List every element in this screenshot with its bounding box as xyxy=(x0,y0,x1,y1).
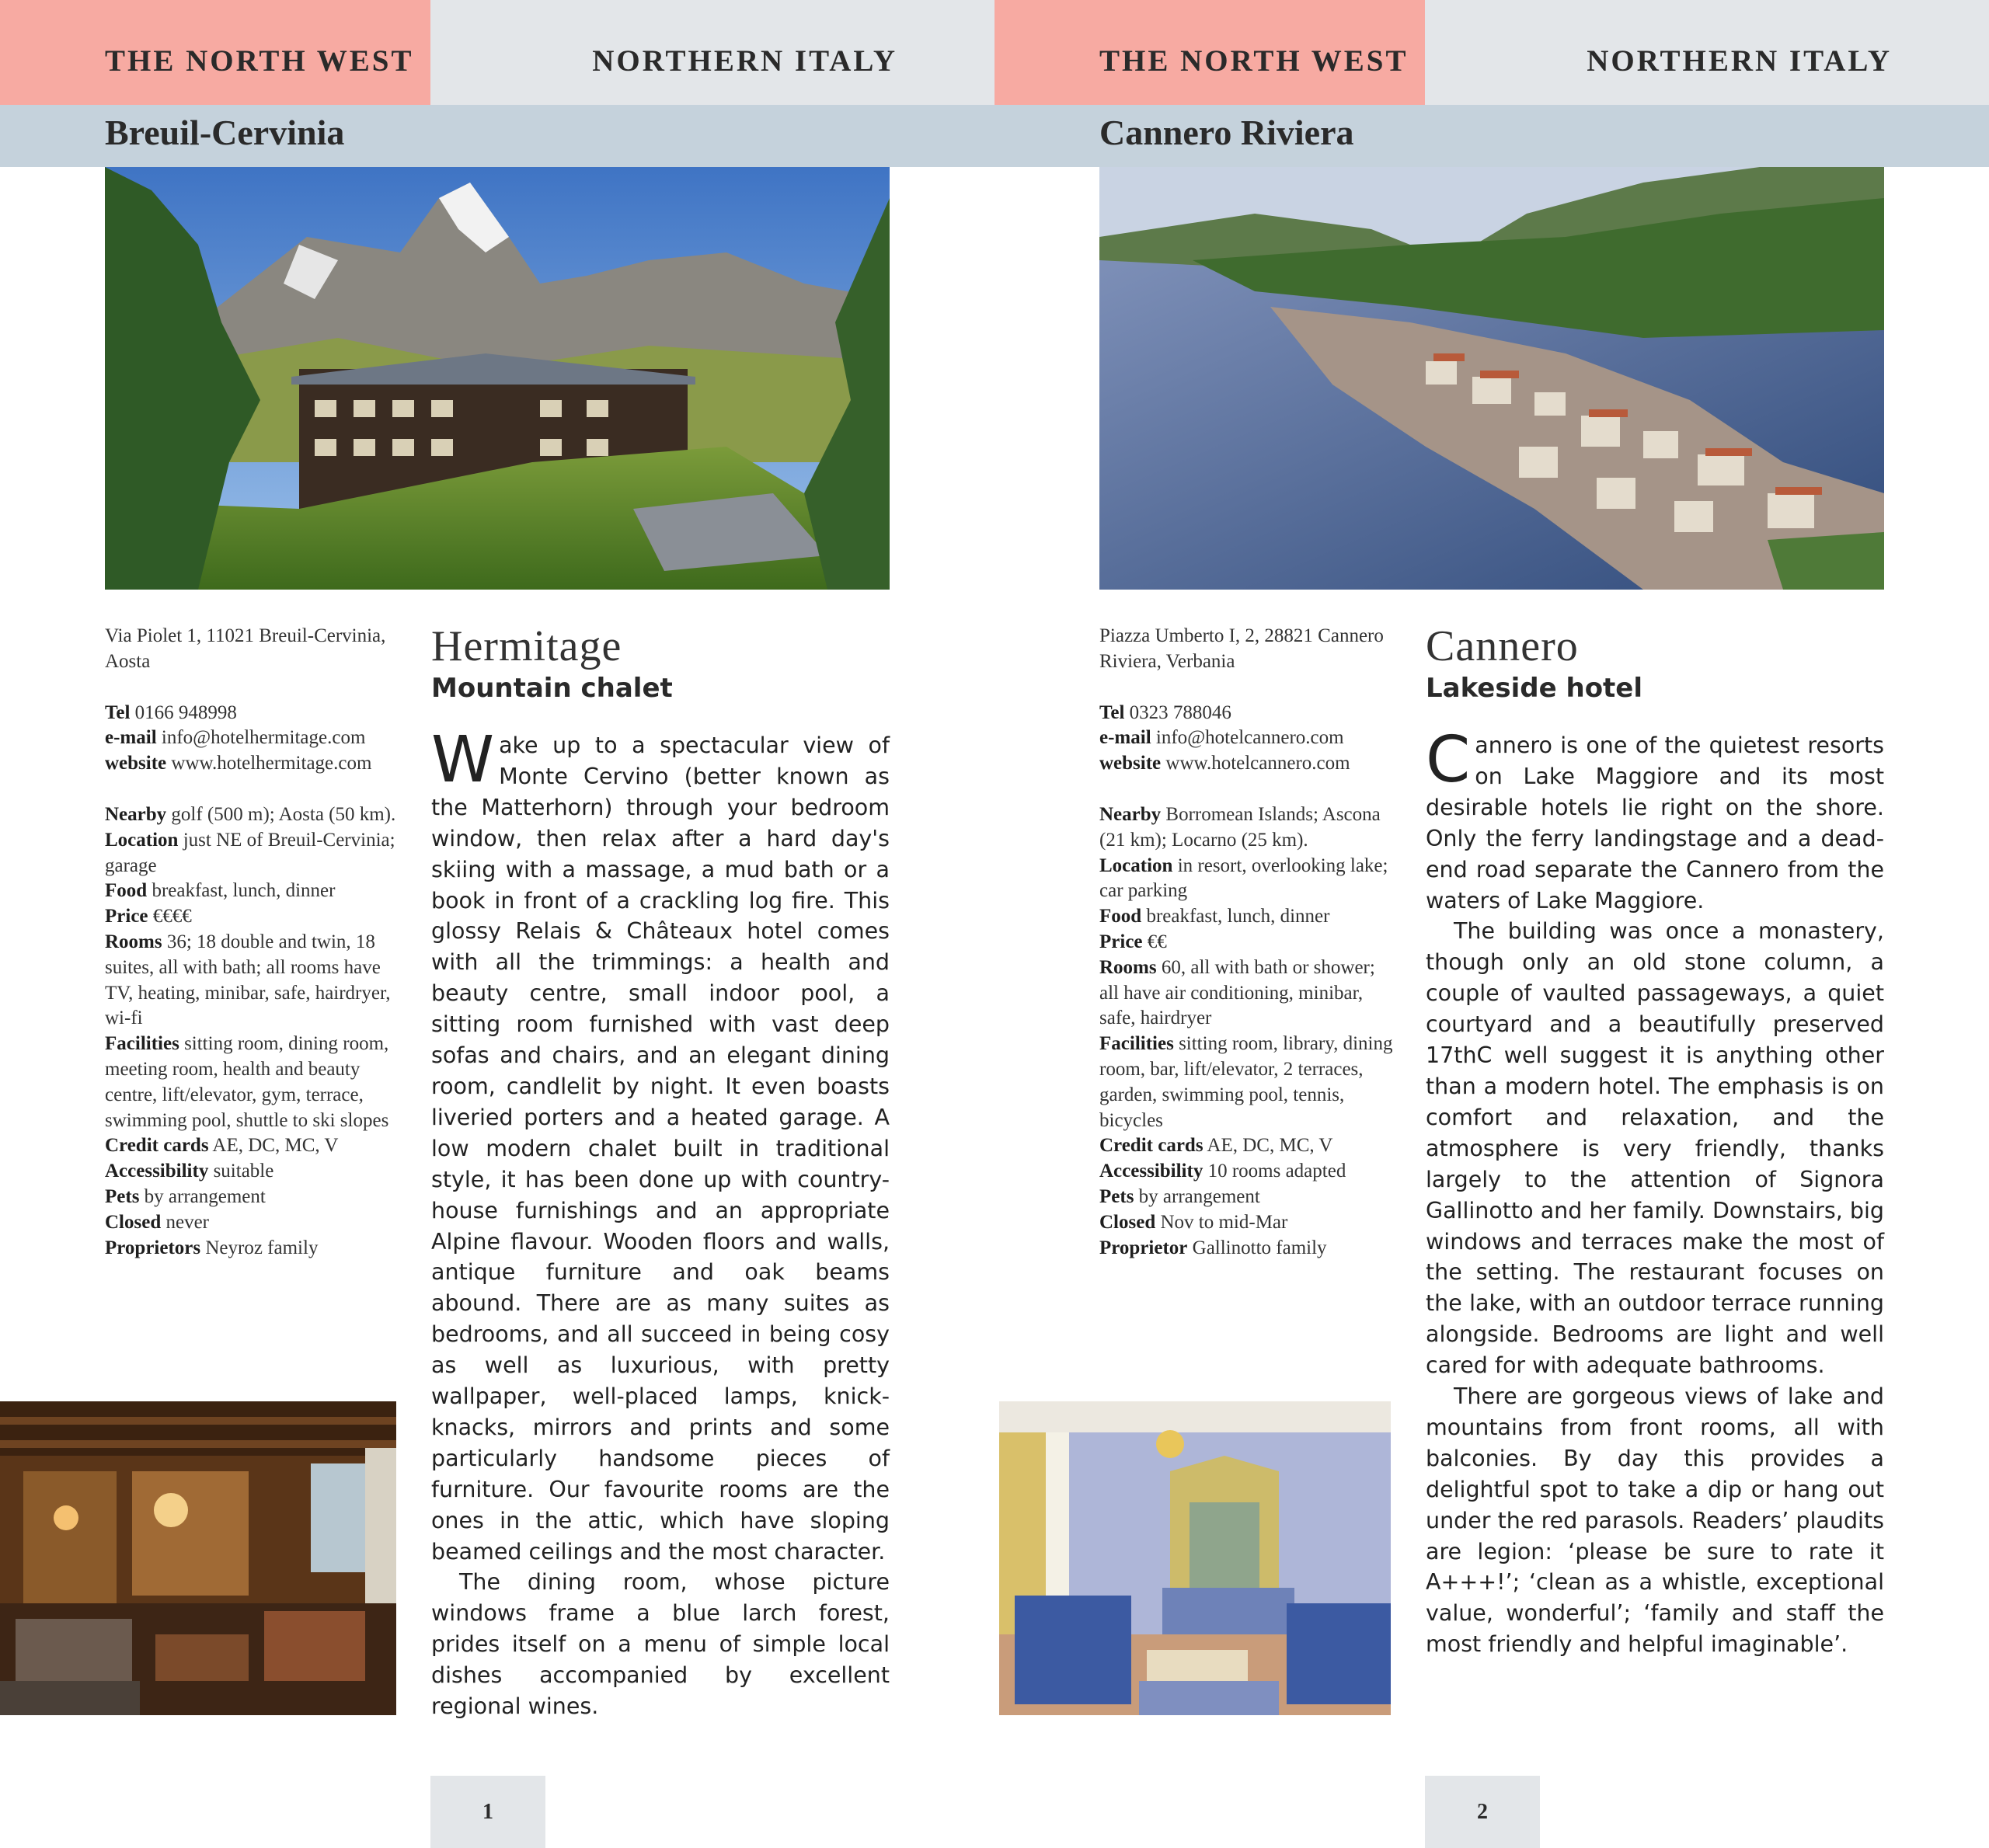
fact-item: Accessibility suitable xyxy=(105,1161,274,1182)
hotel-description xyxy=(431,723,890,1722)
country-tab-label: NORTHERN ITALY xyxy=(592,44,897,78)
region-tab[interactable] xyxy=(0,0,430,105)
wood-panelled-sitting-room-photo xyxy=(0,1401,396,1715)
fact-item: Closed never xyxy=(105,1211,210,1233)
fact-item: Rooms 36; 18 double and twin, 18 suites, all with bath; all rooms have TV, heating, minibar, safe, hairdryer, wi-fi xyxy=(105,931,391,1029)
fact-item: Proprietors Neyroz family xyxy=(105,1237,319,1258)
description-paragraph: Wake up to a spectacular view of Monte Cervino (better known as the Matterhorn) through your bedroom window, then relax after a hard day's skiing with a massage, a mud bath or a book in front of a crackling log fire. This glossy Relais & Châteaux hotel comes with all the trimmings: a health and beauty centre, small indoor pool, a sitting room furnished with vast deep sofas and chairs, and an elegant dining room, candlelit by night. It even boasts liveried porters and a heated garage. A low modern chalet built in traditional style, it has been done up with country-house furnishings and an appropriate Alpine flavour. Wooden floors and walls, antique furniture and oak beams abound. There are as many suites as bedrooms, and all succeed in being cosy as well as luxurious, with pretty wallpaper, well-placed lamps, knick-knacks, mirrors and prints and some particularly handsome pieces of furniture. Our favourite rooms are the ones in the attic, which have sloping beamed ceilings and the most character. xyxy=(431,723,890,1564)
fact-item: Food breakfast, lunch, dinner xyxy=(1099,906,1330,927)
location-title: Cannero Riviera xyxy=(1099,113,1354,152)
region-tab[interactable] xyxy=(994,0,1425,105)
hotel-address: Via Piolet 1, 11021 Breuil-Cervinia, Aosta xyxy=(105,625,386,672)
hotel-chalet-mountain-photo xyxy=(105,167,890,590)
fact-item: Credit cards AE, DC, MC, V xyxy=(105,1135,339,1157)
fact-item: Price €€ xyxy=(1099,931,1167,952)
blue-suite-bedroom-photo xyxy=(999,1401,1391,1715)
country-tab-label: NORTHERN ITALY xyxy=(1587,44,1892,78)
drop-cap: W xyxy=(431,723,495,797)
website-value[interactable]: www.hotelcannero.com xyxy=(1165,753,1350,774)
facts-block xyxy=(1099,802,1395,1261)
fact-item: Rooms 60, all with bath or shower; all have air conditioning, minibar, safe, hairdryer xyxy=(1099,956,1375,1029)
page-number: 1 xyxy=(430,1776,545,1848)
email-value[interactable]: info@hotelhermitage.com xyxy=(161,727,366,749)
hotel-address: Piazza Umberto I, 2, 28821 Cannero Riviera, Verbania xyxy=(1099,625,1384,672)
facts-block xyxy=(105,802,400,1261)
website-label: website xyxy=(1099,753,1162,774)
hotel-details xyxy=(105,624,400,1261)
hotel-name: Cannero xyxy=(1426,622,1579,670)
page-1 xyxy=(0,0,994,1848)
tel-value[interactable]: 0323 788046 xyxy=(1129,701,1231,723)
region-tab-label: THE NORTH WEST xyxy=(1099,44,1409,78)
location-title: Breuil-Cervinia xyxy=(105,113,345,152)
description-paragraph: There are gorgeous views of lake and mountains from front rooms, all with balconies. By day this provides a delightful spot to take a dip or hang out under the red parasols. Readers’ plaudits are legion: ‘please be sure to rate it A+++!’; ‘clean as a whistle, exceptional value, wonderful’; ‘family and staff the most friendly and helpful imaginable’. xyxy=(1426,1383,1884,1658)
fact-item: Nearby golf (500 m); Aosta (50 km). xyxy=(105,803,396,825)
tel-label: Tel xyxy=(1099,701,1125,723)
page-number: 2 xyxy=(1425,1776,1540,1848)
fact-item: Proprietor Gallinotto family xyxy=(1099,1237,1327,1258)
contact-block xyxy=(1099,701,1395,777)
website-label: website xyxy=(105,753,167,774)
fact-item: Nearby Borromean Islands; Ascona (21 km); Locarno (25 km). xyxy=(1099,803,1381,851)
email-label: e-mail xyxy=(1099,727,1151,749)
fact-item: Credit cards AE, DC, MC, V xyxy=(1099,1135,1333,1157)
tel-value[interactable]: 0166 948998 xyxy=(134,701,237,723)
fact-item: Facilities sitting room, dining room, meeting room, health and beauty centre, lift/elevator, gym, terrace, swimming pool, shuttle to ski slopes xyxy=(105,1033,389,1131)
hotel-type: Mountain chalet xyxy=(431,673,673,704)
description-paragraph: Cannero is one of the quietest resorts on Lake Maggiore and its most desirable hotels lie right on the shore. Only the ferry landingstage and a dead-end road separate the Cannero from the waters of Lake Maggiore. xyxy=(1426,723,1884,914)
fact-item: Food breakfast, lunch, dinner xyxy=(105,880,336,902)
fact-item: Pets by arrangement xyxy=(105,1185,266,1207)
tel-label: Tel xyxy=(105,701,131,723)
email-value[interactable]: info@hotelcannero.com xyxy=(1155,727,1344,749)
website-value[interactable]: www.hotelhermitage.com xyxy=(171,753,372,774)
country-tab[interactable] xyxy=(430,0,994,105)
hotel-type: Lakeside hotel xyxy=(1426,673,1643,704)
fact-item: Facilities sitting room, library, dining room, bar, lift/elevator, 2 terraces, garden, swimming pool, tennis, bicycles xyxy=(1099,1033,1393,1131)
drop-cap: C xyxy=(1426,723,1471,797)
hotel-description xyxy=(1426,723,1884,1660)
fact-item: Price €€€€ xyxy=(105,906,192,927)
fact-item: Location just NE of Breuil-Cervinia; garage xyxy=(105,829,395,876)
fact-item: Location in resort, overlooking lake; car parking xyxy=(1099,854,1388,902)
fact-item: Pets by arrangement xyxy=(1099,1185,1260,1207)
description-paragraph: The building was once a monastery, though only an old stone column, a couple of vaulted passageways, a quiet courtyard and a beautifully preserved 17thC well suggest it is anything other than a modern hotel. The emphasis is on comfort and relaxation, and the atmosphere is very friendly, thanks largely to the attention of Signora Gallinotto and her family. Downstairs, big windows and terraces make the most of the setting. The restaurant focuses on the lake, with an outdoor terrace running alongside. Bedrooms are light and well cared for with adequate bathrooms. xyxy=(1426,918,1884,1379)
lakeside-town-aerial-photo xyxy=(1099,167,1884,590)
description-paragraph: The dining room, whose picture windows frame a blue larch forest, prides itself on a menu of simple local dishes accompanied by excellent regional wines. xyxy=(431,1569,890,1720)
fact-item: Accessibility 10 rooms adapted xyxy=(1099,1161,1346,1182)
region-tab-label: THE NORTH WEST xyxy=(105,44,414,78)
fact-item: Closed Nov to mid-Mar xyxy=(1099,1211,1288,1233)
country-tab[interactable] xyxy=(1425,0,1989,105)
email-label: e-mail xyxy=(105,727,157,749)
contact-block xyxy=(105,701,400,777)
page-2 xyxy=(994,0,1989,1848)
hotel-name: Hermitage xyxy=(431,622,622,670)
hotel-details xyxy=(1099,624,1395,1261)
